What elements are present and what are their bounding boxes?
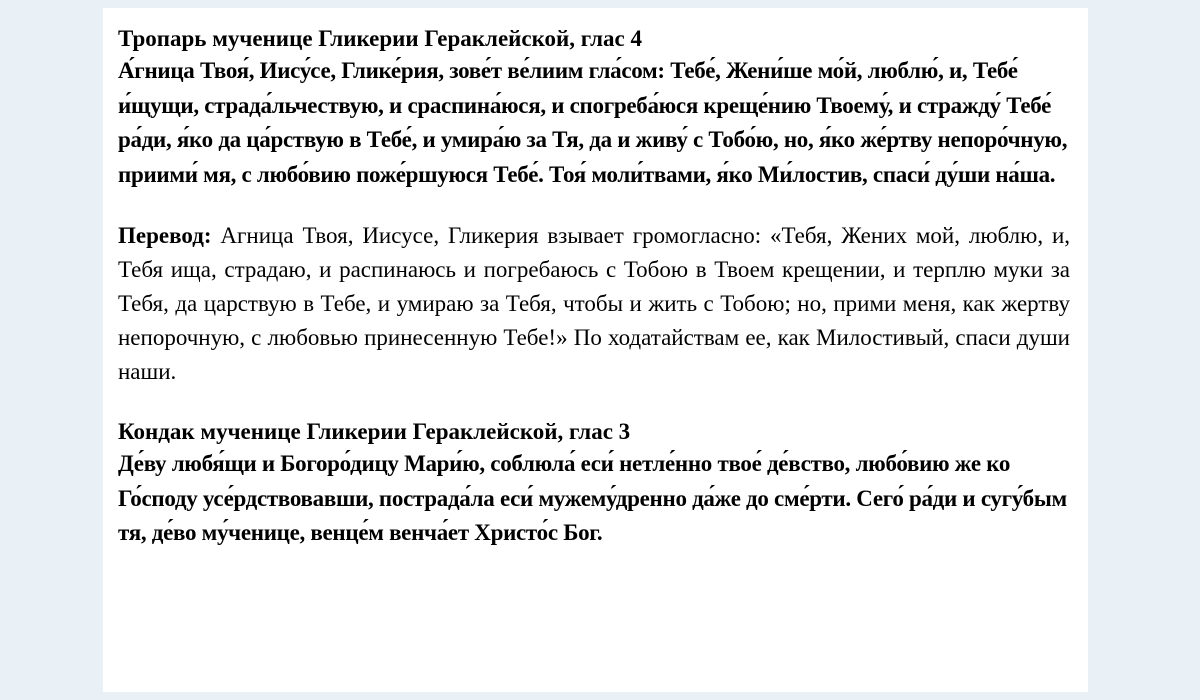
translation-label: Перевод: [118,223,212,248]
translation-text: Агница Твоя, Иисусе, Гликерия взывает громогласно: «Тебя, Жених мой, люблю, и, Тебя ища, страдаю, и распинаюсь и погребаюсь с Тобою в Твоем крещении, и терплю муки за Тебя, да царствую в Тебе, и умираю за Тебя, чтобы и жить с Тобою; но, прими меня, как жертву непорочную, с любовью принесенную Тебе!» По ходатайствам ее, как Милостивый, спаси души наши. [118,223,1071,384]
kontakion-section [118,416,1070,551]
document-page [103,8,1088,692]
translation-section [118,219,1070,389]
troparion-text: А́гница Твоя́, Иису́се, Глике́рия, зове́т ве́лиим гла́сом: Тебе́, Жени́ше мо́й, люблю́, и, Тебе́ и́щущи, страда́льчествую, и сраспина́юся, и спогреба́юся креще́нию Твоему́, и стражду́ Тебе́ ра́ди, я́ко да ца́рствую в Тебе́, и умира́ю за Тя, да и живу́ с Тобо́ю, но, я́ко же́ртву непоро́чную, приими́ мя, с любо́вию поже́ршуюся Тебе́. Тоя́ моли́твами, я́ко Ми́лостив, спаси́ ду́ши на́ша. [118,58,1068,187]
kontakion-heading: Кондак мученице Гликерии Гераклейской, глас 3 [118,419,631,444]
kontakion-text: Де́ву любя́щи и Богоро́дицу Мари́ю, соблюла́ еси́ нетле́нно твое́ де́вство, любо́вию же ко Го́споду усе́рдствовавши, пострада́ла еси́ мужему́дренно да́же до сме́рти. Сего́ ра́ди и сугу́бым тя, де́во му́ченице, венце́м венча́ет Христо́с Бог. [118,451,1067,545]
troparion-heading: Тропарь мученице Гликерии Гераклейской, глас 4 [118,26,642,51]
translation-paragraph [118,219,1070,389]
troparion-section [118,23,1070,192]
